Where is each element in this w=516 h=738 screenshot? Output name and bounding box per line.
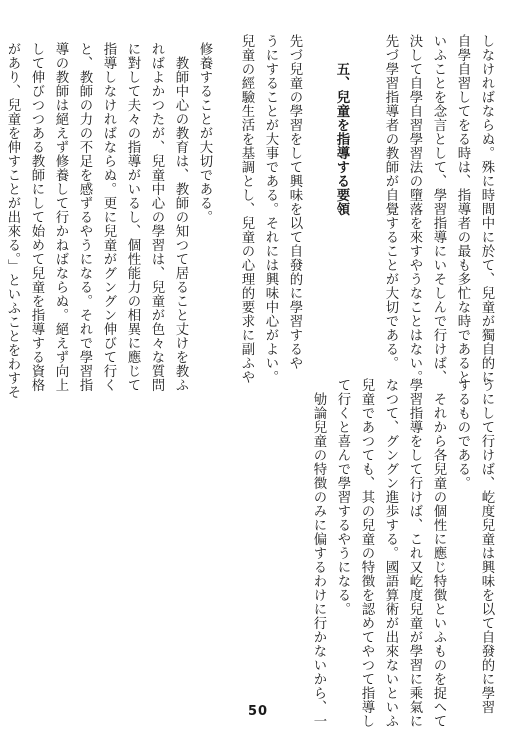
text-line: 修養することが大切である。 — [197, 42, 212, 224]
text-line: ればよかつたが、兒童中心の學習は、兒童が色々な質問 — [149, 42, 164, 392]
text-line: しなければならぬ。殊に時間中に於て、兒童が獨自的に — [479, 34, 494, 384]
text-line — [354, 34, 378, 360]
text-line: 教師中心の教育は、教師の知つて居ること丈けを教ふ — [173, 42, 188, 392]
text-line: うにすることが大事である。それには興味中心がよい。 — [263, 34, 278, 384]
heading-line: 五、兒童を指導する要領 — [334, 34, 350, 216]
text-line — [306, 34, 330, 360]
text-line: 兒童の經驗生活を基調とし、兒童の心理的要求に副ふや — [239, 34, 254, 384]
page-number: 50 — [247, 704, 269, 719]
text-line: 先づ學習指導者の教師が自覺することが大切である。 — [383, 34, 398, 370]
text-line: いふことを念言として、學習指導にいそしんで行けば、 — [431, 34, 446, 384]
text-line: 自學自習してをる時は、指導者の最も多忙な時であると — [455, 34, 470, 384]
text-line: と、教師の力の不足を感ずるやうになる。それで學習指 — [77, 42, 92, 392]
text-line: 先づ兒童の學習をして興味を以て自發的に學習するや — [287, 34, 302, 370]
text-line: 劬論兒童の特徴のみに偏するわけに行かないから、一 — [311, 378, 326, 728]
text-line: なつて、グングン進歩する。國語算術が出來ないといふ — [383, 378, 398, 728]
text-line: 學習指導をして行けば、これ又屹度兒童が學習に乘氣に — [407, 378, 422, 728]
text-line: 指導しなければならぬ。更に兒童がグングン伸びて行く — [101, 42, 116, 392]
text-line: うにして行けば、屹度兒童は興味を以て自發的に學習 — [479, 378, 494, 714]
text-line: するものである。 — [455, 378, 470, 490]
left-text-block — [0, 42, 216, 672]
text-line: があり、兒童を伸すことが出來る。」といふことをわすそ — [5, 42, 20, 400]
upper-right-text-block — [234, 34, 498, 384]
text-line: して伸びつつある教師にして始めて兒童を指導する資格 — [29, 42, 44, 392]
text-line: それから各兒童の個性に應じ特徴といふものを捉へて — [431, 378, 446, 728]
lower-right-text-block — [306, 378, 498, 728]
text-line: て行くと喜んで學習するやうになる。 — [335, 378, 350, 616]
text-line: に對して夫々の指導がいるし、個性能力の相異に應じて — [125, 42, 140, 392]
text-line: 兒童であつても、其の兒童の特徴を認めてやつて指導し — [359, 378, 374, 728]
text-line: 導の教師は絕えず修養して行かねばならぬ。絕えず向上 — [53, 42, 68, 392]
text-line: 決して自學自習學習法の墮落を來すやうなことはない。 — [407, 34, 422, 384]
